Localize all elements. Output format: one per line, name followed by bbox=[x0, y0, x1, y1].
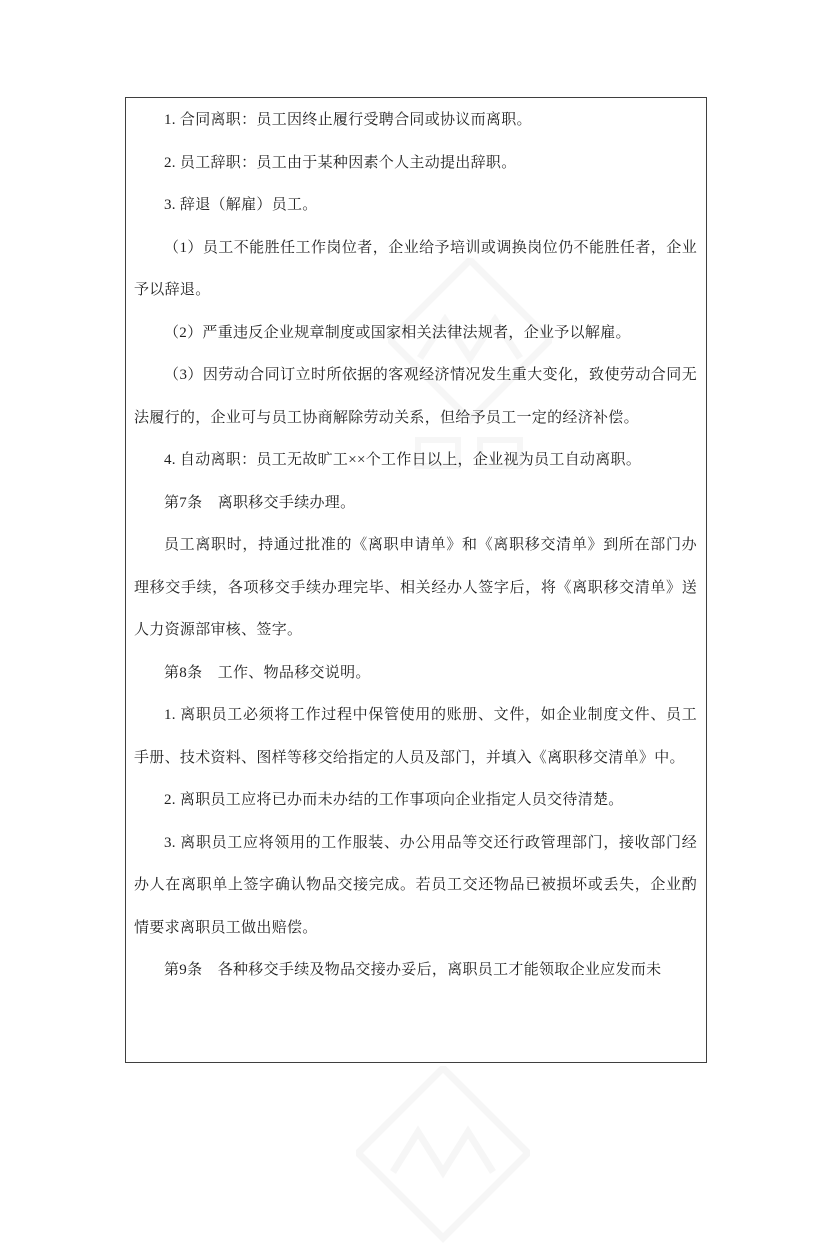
para-article-8-item-3: 3. 离职员工应将领用的工作服装、办公用品等交还行政管理部门，接收部门经办人在离职单上签字确认物品交接完成。若员工交还物品已被损坏或丢失，企业酌情要求离职员工做出赔偿。 bbox=[134, 834, 697, 936]
para-dismissal: 3. 辞退（解雇）员工。 bbox=[164, 197, 318, 213]
watermark-logo-icon bbox=[356, 1066, 530, 1251]
heading-article-7: 第7条 离职移交手续办理。 bbox=[164, 494, 356, 511]
para-dismissal-item-3: （3）因劳动合同订立时所依据的客观经济情况发生重大变化，致使劳动合同无法履行的，企业可与员工协商解除劳动关系，但给予员工一定的经济补偿。 bbox=[134, 367, 697, 426]
heading-article-9: 第9条 各种移交手续及物品交接办妥后，离职员工才能领取企业应发而未 bbox=[164, 962, 662, 978]
para-dismissal-item-2: （2）严重违反企业规章制度或国家相关法律法规者，企业予以解雇。 bbox=[164, 324, 631, 341]
para-contract-leave: 1. 合同离职：员工因终止履行受聘合同或协议而离职。 bbox=[164, 112, 532, 128]
para-article-8-item-2: 2. 离职员工应将已办而未办结的工作事项向企业指定人员交待清楚。 bbox=[164, 792, 624, 808]
document-content-border bbox=[125, 97, 707, 1063]
para-article-8-item-1: 1. 离职员工必须将工作过程中保管使用的账册、文件，如企业制度文件、员工手册、技术资料、图样等移交给指定的人员及部门，并填入《离职移交清单》中。 bbox=[134, 707, 697, 766]
heading-article-8: 第8条 工作、物品移交说明。 bbox=[164, 664, 371, 681]
para-auto-leave: 4. 自动离职：员工无故旷工××个工作日以上，企业视为员工自动离职。 bbox=[164, 452, 642, 468]
para-dismissal-item-1: （1）员工不能胜任工作岗位者，企业给予培训或调换岗位仍不能胜任者，企业予以辞退。 bbox=[134, 239, 697, 298]
para-employee-resign: 2. 员工辞职：员工由于某种因素个人主动提出辞职。 bbox=[164, 154, 517, 171]
para-article-7-body: 员工离职时，持通过批准的《离职申请单》和《离职移交清单》到所在部门办理移交手续，各项移交手续办理完毕、相关经办人签字后，将《离职移交清单》送人力资源部审核、签字。 bbox=[134, 537, 697, 638]
